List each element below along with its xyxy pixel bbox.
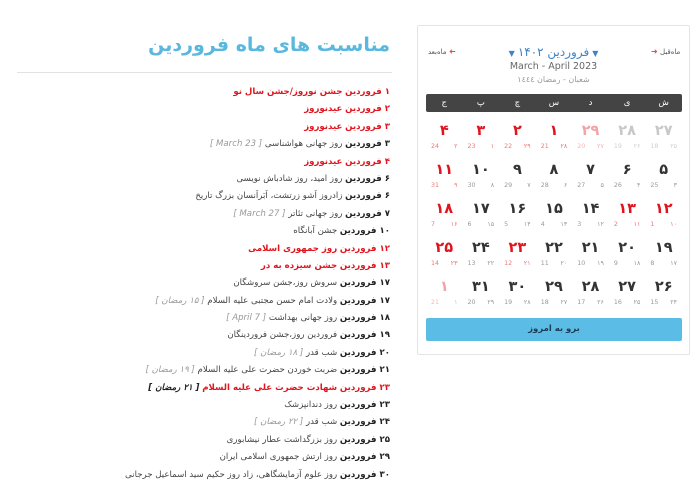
day-number: ۲۷ — [618, 279, 636, 295]
weekday-label: ج — [441, 98, 447, 108]
arrow-left-icon: ➜ — [448, 47, 456, 56]
day-subdates — [645, 299, 682, 306]
weekday-label: پ — [476, 98, 485, 108]
gregorian-day: 27 — [577, 182, 586, 189]
event-date: ۶ فروردین — [345, 191, 390, 202]
hijri-day: ۱ — [454, 299, 458, 306]
hijri-day: ۲۵ — [670, 143, 677, 150]
day-cell[interactable] — [536, 198, 573, 237]
day-cell[interactable] — [536, 120, 573, 159]
event-text: روز ارتش جمهوری اسلامی ایران — [219, 452, 338, 463]
event-text: عیدنوروز — [304, 156, 343, 167]
event-text: فروردین روز،جشن فروردینگان — [227, 330, 338, 341]
event-text: روز امید، روز شادباش نویسی — [236, 173, 343, 184]
nav-prev-label: ماه‌قبل — [659, 48, 681, 56]
day-cell[interactable] — [426, 237, 463, 276]
event-date: ۳ فروردین — [345, 139, 390, 150]
gregorian-day: 2 — [613, 221, 618, 228]
event-text: روز جهانی هواشناسی — [264, 139, 343, 150]
event-item — [17, 414, 390, 431]
week-row — [426, 120, 682, 159]
day-subdates — [609, 143, 646, 150]
gregorian-day: 17 — [577, 299, 586, 306]
day-number: ۲۶ — [654, 279, 673, 295]
day-number: ۱ — [549, 123, 559, 139]
hijri-day: ۱ — [490, 143, 495, 150]
event-alt-date: [ ۱۵ رمضان ] — [155, 295, 205, 306]
day-number: ۱۱ — [435, 162, 454, 178]
gregorian-day: 19 — [504, 299, 513, 306]
chevron-down-icon[interactable]: ▼ — [508, 49, 515, 58]
day-cell[interactable] — [499, 159, 536, 198]
events-divider — [17, 72, 392, 73]
hijri-day: ۲۳ — [450, 260, 458, 267]
event-item — [17, 119, 390, 136]
gregorian-day: 8 — [650, 260, 655, 267]
hijri-day: ۲۷ — [560, 299, 568, 306]
hijri-day: ۲۸ — [560, 143, 568, 150]
events-title: مناسبت های ماه فروردین — [148, 34, 390, 56]
day-number: ۲۵ — [435, 240, 454, 256]
hijri-day: ۱۵ — [487, 221, 495, 228]
events-panel — [17, 0, 392, 480]
day-cell[interactable] — [463, 276, 500, 315]
hijri-day: ۱۲ — [597, 221, 604, 228]
hijri-day: ۱۴ — [523, 221, 531, 228]
hijri-day: ۲۴ — [670, 299, 677, 306]
gregorian-day: 20 — [467, 299, 476, 306]
day-cell[interactable] — [536, 237, 573, 276]
event-item — [17, 101, 390, 118]
day-number: ۲۴ — [471, 240, 490, 256]
event-text: سروش روز،جشن سروشگان — [233, 278, 338, 289]
event-text: شب قدر — [306, 417, 338, 428]
day-cell[interactable] — [426, 159, 463, 198]
day-cell[interactable] — [572, 120, 609, 159]
event-date: ۱۳ فروردین — [339, 260, 390, 271]
event-item — [17, 84, 390, 101]
day-cell[interactable] — [499, 276, 536, 315]
event-date: ۱۷ فروردین — [339, 278, 390, 289]
day-subdates — [426, 260, 463, 267]
day-number: ۹ — [512, 162, 522, 178]
event-date: ۲۳ فروردین — [339, 400, 390, 411]
nav-next-label: ماه‌بعد — [428, 48, 447, 56]
event-date: ۲۱ فروردین — [339, 365, 390, 376]
day-cell[interactable] — [609, 159, 646, 198]
event-text: روز جمهوری اسلامی — [248, 243, 338, 254]
hijri-day: ۴ — [637, 182, 641, 189]
day-number: ۷ — [586, 162, 595, 178]
day-number: ۳۱ — [471, 279, 490, 295]
hijri-day: ۱۸ — [633, 260, 641, 267]
gregorian-day: 20 — [577, 143, 586, 150]
chevron-down-icon[interactable]: ▼ — [592, 49, 599, 58]
hijri-day: ۲۲ — [487, 260, 495, 267]
event-date: ۲۹ فروردین — [339, 452, 390, 463]
day-number: ۱۰ — [471, 162, 490, 178]
day-cell[interactable] — [499, 237, 536, 276]
event-text: جشن سیزده به در — [260, 260, 338, 271]
gregorian-day: 7 — [430, 221, 435, 228]
day-cell[interactable] — [572, 159, 609, 198]
day-number: ۵ — [659, 162, 669, 178]
day-subdates — [499, 221, 536, 228]
event-date: ۲ فروردین — [345, 104, 390, 115]
event-item — [17, 188, 390, 205]
day-number: ۱۵ — [545, 201, 563, 217]
arrow-right-icon: ➜ — [651, 47, 658, 56]
event-text: جشن آبانگاه — [293, 226, 338, 237]
day-subdates — [536, 299, 573, 306]
month-selector[interactable] — [418, 45, 689, 59]
day-cell[interactable] — [572, 198, 609, 237]
day-number: ۲۲ — [545, 240, 563, 256]
day-number: ۲۹ — [581, 123, 600, 139]
hijri-day: ۱۳ — [560, 221, 568, 228]
day-subdates — [463, 260, 500, 267]
gregorian-day: 30 — [467, 182, 476, 189]
event-date: ۲۵ فروردین — [339, 434, 390, 445]
day-cell[interactable] — [463, 120, 500, 159]
hijri-day: ۲۶ — [597, 299, 604, 306]
day-cell[interactable] — [426, 120, 463, 159]
hijri-day: ۸ — [490, 182, 495, 189]
day-subdates — [645, 182, 682, 189]
day-subdates — [645, 260, 682, 267]
gregorian-day: 15 — [650, 299, 659, 306]
day-number: ۱۲ — [654, 201, 673, 217]
day-number: ۲۸ — [618, 123, 636, 139]
event-date: ۲۰ فروردین — [339, 347, 390, 358]
month-title: فروردین ۱۴۰۲ — [517, 45, 590, 59]
day-number: ۳۰ — [508, 279, 527, 295]
event-item — [17, 345, 390, 362]
hijri-day: ۲۷ — [597, 143, 604, 150]
event-text: روز جهانی تئاتر — [288, 208, 343, 219]
event-date: ۴ فروردین — [345, 156, 390, 167]
day-cell[interactable] — [609, 120, 646, 159]
day-cell[interactable] — [536, 159, 573, 198]
day-cell[interactable] — [463, 237, 500, 276]
day-number: ۲۹ — [545, 279, 563, 295]
day-subdates — [463, 221, 500, 228]
gregorian-day: 3 — [577, 221, 582, 228]
day-cell[interactable] — [645, 159, 682, 198]
day-cell[interactable] — [572, 276, 609, 315]
gregorian-day: 23 — [467, 143, 476, 150]
event-text: زادروز اَشو زرتشت، اَبَراَنسان بزرگ تاریخ — [195, 191, 343, 202]
day-cell[interactable] — [609, 198, 646, 237]
gregorian-day: 14 — [430, 260, 439, 267]
gregorian-day: 21 — [540, 143, 549, 150]
event-date: ۳۰ فروردین — [339, 469, 390, 480]
event-text: شب قدر — [306, 347, 338, 358]
day-number: ۲۳ — [508, 240, 527, 256]
event-alt-date: [ 7 April ] — [226, 313, 267, 324]
event-item — [17, 397, 390, 414]
day-number: ۱۴ — [581, 201, 600, 217]
day-number: ۱۳ — [618, 201, 636, 217]
weekday-label: چ — [514, 98, 521, 108]
event-date: ۷ فروردین — [345, 208, 390, 219]
hijri-range: شعبان - رمضان ١٤٤٤ — [517, 75, 590, 84]
day-cell[interactable] — [463, 159, 500, 198]
event-item — [17, 275, 390, 292]
go-to-today-button[interactable]: برو به امروز — [426, 318, 682, 341]
event-date: ۲۴ فروردین — [339, 417, 390, 428]
day-number: ۲۱ — [581, 240, 600, 256]
day-subdates — [426, 221, 463, 228]
hijri-day: ۱۷ — [670, 260, 677, 267]
calendar-grid — [426, 120, 682, 315]
event-date: ۲۳ فروردین — [339, 382, 390, 393]
day-subdates — [463, 299, 500, 306]
day-cell[interactable] — [499, 198, 536, 237]
event-item — [17, 206, 390, 223]
day-cell[interactable] — [499, 120, 536, 159]
hijri-day: ۲۵ — [633, 299, 641, 306]
day-subdates — [572, 143, 609, 150]
gregorian-day: 10 — [577, 260, 586, 267]
hijri-day: ۲۹ — [523, 143, 531, 150]
day-subdates — [645, 221, 682, 228]
gregorian-day: 18 — [650, 143, 659, 150]
gregorian-day: 18 — [540, 299, 549, 306]
day-cell[interactable] — [645, 120, 682, 159]
day-cell[interactable] — [426, 276, 463, 315]
event-text: شهادت حضرت علی علیه السلام — [202, 382, 338, 393]
event-item — [17, 154, 390, 171]
gregorian-day: 21 — [430, 299, 439, 306]
day-number: ۴ — [439, 123, 449, 139]
weekday-label: ش — [658, 98, 669, 108]
day-subdates — [645, 143, 682, 150]
event-date: ۱۲ فروردین — [339, 243, 390, 254]
day-subdates — [499, 143, 536, 150]
gregorian-day: 9 — [613, 260, 618, 267]
weekday-label: ی — [623, 98, 631, 108]
hijri-day: ۷ — [527, 182, 531, 189]
hijri-day: ۱۰ — [670, 221, 677, 228]
day-subdates — [572, 221, 609, 228]
event-item — [17, 136, 390, 153]
day-number: ۲۰ — [618, 240, 636, 256]
event-alt-date: [ 23 March ] — [209, 139, 263, 150]
day-number: ۲ — [512, 123, 522, 139]
day-subdates — [572, 299, 609, 306]
day-number: ۶ — [622, 162, 632, 178]
gregorian-day: 24 — [430, 143, 439, 150]
day-cell[interactable] — [645, 198, 682, 237]
event-text: ضربت خوردن حضرت علی علیه السلام — [197, 365, 338, 376]
event-date: ۱۸ فروردین — [339, 313, 390, 324]
day-subdates — [609, 221, 646, 228]
day-cell[interactable] — [426, 198, 463, 237]
event-item — [17, 449, 390, 466]
day-cell[interactable] — [609, 237, 646, 276]
day-number: ۲۸ — [581, 279, 600, 295]
day-subdates — [426, 182, 463, 189]
event-date: ۱۷ فروردین — [339, 295, 390, 306]
weekday-label: د — [588, 98, 593, 108]
day-subdates — [426, 299, 463, 306]
hijri-day: ۲ — [454, 143, 458, 150]
event-alt-date: [ ۲۱ رمضان ] — [148, 382, 200, 393]
hijri-day: ۹ — [454, 182, 458, 189]
event-date: ۳ فروردین — [345, 121, 390, 132]
gregorian-day: 5 — [504, 221, 509, 228]
day-subdates — [499, 260, 536, 267]
event-alt-date: [ ۱۸ رمضان ] — [253, 347, 304, 358]
hijri-day: ۲۱ — [523, 260, 531, 267]
events-list — [17, 84, 390, 484]
gregorian-day: 25 — [650, 182, 659, 189]
event-alt-date: [ ۲۲ رمضان ] — [253, 417, 304, 428]
day-number: ۲۷ — [654, 123, 673, 139]
hijri-day: ۱۶ — [450, 221, 458, 228]
event-item — [17, 293, 390, 310]
day-subdates — [572, 260, 609, 267]
day-subdates — [572, 182, 609, 189]
event-text: روز بزرگداشت عطار نیشابوری — [226, 434, 338, 445]
hijri-day: ۲۹ — [487, 299, 495, 306]
day-cell[interactable] — [463, 198, 500, 237]
day-cell[interactable] — [572, 237, 609, 276]
event-item — [17, 432, 390, 449]
gregorian-day: 16 — [613, 299, 622, 306]
gregorian-day: 26 — [613, 182, 622, 189]
day-number: ۱۷ — [471, 201, 490, 217]
week-row — [426, 159, 682, 198]
day-number: ۸ — [549, 162, 559, 178]
event-item — [17, 171, 390, 188]
day-subdates — [536, 260, 573, 267]
day-cell[interactable] — [645, 237, 682, 276]
day-number: ۱۸ — [435, 201, 454, 217]
hijri-day: ۳ — [673, 182, 677, 189]
hijri-day: ۵ — [600, 182, 604, 189]
day-number: ۱۹ — [654, 240, 673, 256]
day-number: ۳ — [476, 123, 486, 139]
day-subdates — [426, 143, 463, 150]
gregorian-day: 4 — [540, 221, 545, 228]
day-subdates — [609, 182, 646, 189]
gregorian-day: 13 — [467, 260, 476, 267]
event-date: ۶ فروردین — [345, 173, 390, 184]
gregorian-day: 6 — [467, 221, 472, 228]
week-row — [426, 276, 682, 315]
gregorian-range: March - April 2023 — [509, 61, 598, 72]
day-subdates — [536, 143, 573, 150]
event-text: روز جهانی بهداشت — [268, 313, 338, 324]
gregorian-day: 1 — [650, 221, 655, 228]
week-row — [426, 237, 682, 276]
event-alt-date: [ 27 March ] — [233, 208, 286, 219]
event-text: جشن نوروز/جشن سال نو — [233, 87, 343, 97]
weekday-label: س — [548, 98, 560, 108]
week-row — [426, 198, 682, 237]
day-subdates — [536, 221, 573, 228]
hijri-day: ۱۹ — [597, 260, 604, 267]
day-subdates — [499, 182, 536, 189]
hijri-day: ۲۶ — [633, 143, 641, 150]
event-item — [17, 380, 390, 397]
event-item — [17, 362, 390, 379]
hijri-day: ۲۸ — [523, 299, 531, 306]
event-date: ۱۹ فروردین — [339, 330, 390, 341]
gregorian-day: 11 — [540, 260, 549, 267]
day-subdates — [609, 260, 646, 267]
hijri-day: ۱۱ — [633, 221, 641, 228]
event-item — [17, 258, 390, 275]
gregorian-day: 22 — [504, 143, 513, 150]
weekday-header — [426, 94, 682, 112]
event-item — [17, 223, 390, 240]
event-alt-date: [ ۱۹ رمضان ] — [145, 365, 195, 376]
event-text: عیدنوروز — [304, 121, 343, 132]
event-item — [17, 327, 390, 344]
day-subdates — [609, 299, 646, 306]
gregorian-day: 19 — [613, 143, 622, 150]
event-text: ولادت امام حسن مجتبی علیه السلام — [207, 295, 338, 306]
calendar-widget — [417, 25, 690, 355]
day-cell[interactable] — [536, 276, 573, 315]
event-text: روز علوم آزمایشگاهی، زاد روز حکیم سید اسماعیل جرجانی — [125, 469, 338, 480]
day-subdates — [463, 143, 500, 150]
hijri-day: ۶ — [563, 182, 568, 189]
event-item — [17, 467, 390, 484]
event-text: روز دندانپزشک — [284, 400, 338, 411]
day-cell[interactable] — [645, 276, 682, 315]
gregorian-day: 31 — [430, 182, 439, 189]
gregorian-day: 12 — [504, 260, 513, 267]
day-subdates — [499, 299, 536, 306]
event-item — [17, 310, 390, 327]
event-date: ۱ فروردین — [345, 87, 390, 97]
day-cell[interactable] — [609, 276, 646, 315]
day-number: ۱۶ — [508, 201, 527, 217]
day-number: ۱ — [439, 279, 449, 295]
gregorian-day: 28 — [540, 182, 549, 189]
event-date: ۱۰ فروردین — [339, 226, 390, 237]
day-subdates — [463, 182, 500, 189]
event-item — [17, 241, 390, 258]
event-text: عیدنوروز — [304, 104, 343, 115]
gregorian-day: 29 — [504, 182, 513, 189]
hijri-day: ۲۰ — [560, 260, 568, 267]
day-subdates — [536, 182, 573, 189]
